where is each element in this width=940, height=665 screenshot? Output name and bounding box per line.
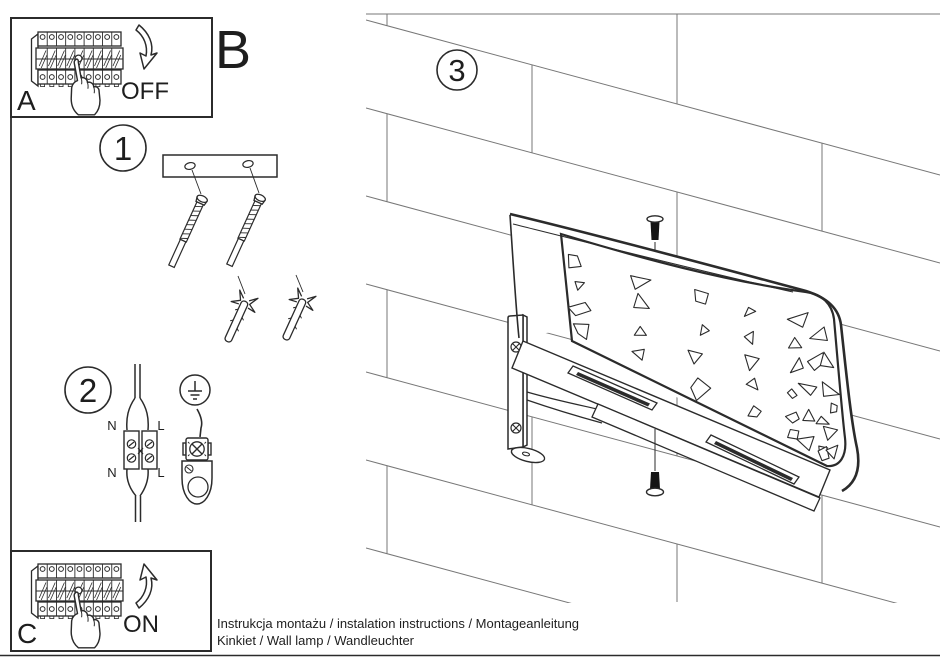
cable-clamp-icon — [182, 438, 212, 504]
step-1-group — [100, 125, 319, 347]
arrow-up-icon — [136, 564, 157, 608]
step-2-label: 2 — [78, 372, 98, 409]
bracket-screw-icon — [511, 423, 521, 433]
step-a-box — [11, 18, 212, 117]
step-2-group — [65, 364, 212, 522]
mounting-screw-icon — [166, 194, 208, 269]
panel-c-label: C — [17, 618, 38, 649]
on-label: ON — [123, 611, 159, 638]
wall-lamp-illustration — [508, 214, 858, 511]
terminal-block-icon — [124, 431, 157, 469]
bracket-foot — [510, 445, 546, 466]
mounting-plate — [163, 155, 277, 177]
panel-a-label: A — [17, 85, 36, 116]
lamp-bracket — [508, 315, 546, 465]
lamp-screw-top-icon — [647, 216, 663, 251]
ground-wire — [197, 409, 202, 437]
live-bottom-label: L — [157, 465, 165, 480]
step-3-label: 3 — [448, 53, 466, 88]
step-1-badge — [100, 125, 146, 171]
step-2-badge — [65, 367, 111, 413]
arrow-down-icon — [136, 25, 157, 69]
ground-symbol-icon — [180, 375, 210, 405]
step-3-badge — [437, 50, 477, 90]
wall-plug-icon — [273, 287, 318, 345]
footer-line-2: Kinkiet / Wall lamp / Wandleuchter — [217, 633, 414, 648]
neutral-bottom-label: N — [107, 465, 117, 480]
live-top-label: L — [157, 418, 165, 433]
neutral-top-label: N — [107, 418, 117, 433]
step-1-label: 1 — [113, 130, 133, 167]
footer-line-1: Instrukcja montażu / instalation instructions / Montageanleitung — [217, 616, 580, 631]
wall-plug-icon — [215, 289, 260, 347]
panel-b-label: B — [215, 20, 252, 80]
footer-text — [217, 616, 579, 648]
mounting-screw-icon — [224, 193, 266, 268]
step-c-box — [11, 551, 211, 651]
off-label: OFF — [121, 78, 169, 105]
